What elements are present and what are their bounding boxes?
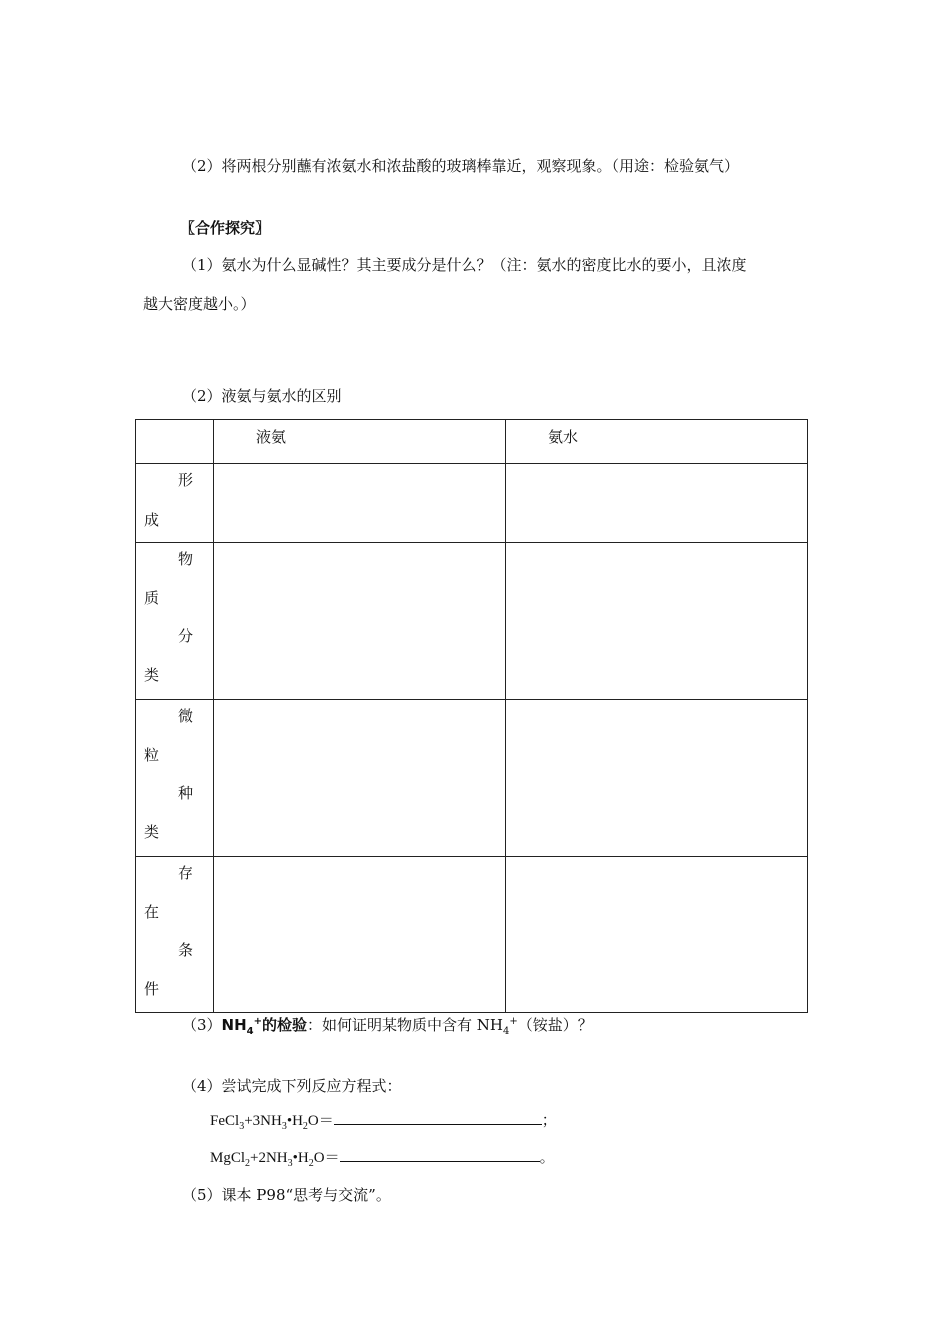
q3-sub: 4 (246, 1026, 254, 1037)
q3-question-end: （铵盐）？ (517, 1016, 593, 1034)
equation-fecl3 (210, 1110, 557, 1137)
cell-liquid-ammonia-particles (214, 700, 506, 857)
row-label-char: 物 (178, 550, 194, 568)
row-label-char: 在 (144, 903, 160, 921)
q3-sup: + (253, 1016, 263, 1027)
row-label-char: 类 (144, 666, 160, 684)
comparison-table (135, 419, 808, 1013)
header-empty-cell (136, 420, 214, 464)
row-label-char: 质 (144, 589, 160, 607)
q3-nh: NH (221, 1016, 247, 1034)
equation-mgcl2 (210, 1147, 555, 1174)
eq2-answer-blank[interactable] (340, 1147, 540, 1162)
cell-ammonia-water-formation (506, 464, 808, 543)
eq1-c-sub: 2 (302, 1121, 308, 1132)
row-label-char: 类 (144, 823, 160, 841)
eq1-b: +3NH (244, 1113, 282, 1129)
eq2-a: MgCl (210, 1150, 246, 1166)
eq1-end: ； (541, 1113, 557, 1129)
cell-ammonia-water-conditions (506, 857, 808, 1013)
table-row (136, 700, 808, 857)
row-label-formation (136, 464, 214, 543)
q3-prefix: （3） (182, 1016, 222, 1034)
header-liquid-ammonia: 液氨 (214, 420, 506, 464)
coop-heading: 〖合作探究〗 (180, 219, 271, 237)
row-label-particles (136, 700, 214, 857)
question-1-line-2: 越大密度越小。） (143, 295, 256, 313)
q3-question-sub: 4 (503, 1026, 510, 1037)
eq2-end: 。 (539, 1150, 555, 1166)
eq2-b-sub: 3 (287, 1158, 293, 1169)
eq1-a: FeCl (210, 1113, 240, 1129)
cell-liquid-ammonia-classification (214, 543, 506, 700)
item-2-glass-rods: （2）将两根分别蘸有浓氨水和浓盐酸的玻璃棒靠近，观察现象。（用途：检验氨气） (182, 157, 740, 175)
eq1-a-sub: 3 (239, 1121, 245, 1132)
eq1-b-sub: 3 (281, 1121, 287, 1132)
eq2-a-sub: 2 (245, 1158, 251, 1169)
question-5: （5）课本 P98“思考与交流”。 (182, 1186, 391, 1204)
eq1-d: O＝ (307, 1113, 334, 1129)
table-header-row (136, 420, 808, 464)
eq1-answer-blank[interactable] (334, 1110, 542, 1125)
row-label-char: 微 (178, 707, 194, 725)
table-row (136, 857, 808, 1013)
cell-liquid-ammonia-formation (214, 464, 506, 543)
q3-question: ：如何证明某物质中含有 NH (307, 1016, 504, 1034)
row-label-conditions (136, 857, 214, 1013)
row-label-char: 种 (178, 784, 194, 802)
eq1-c: •H (286, 1113, 303, 1129)
row-label-char: 条 (178, 941, 194, 959)
row-label-char: 分 (178, 627, 194, 645)
question-2-title: （2）液氨与氨水的区别 (182, 387, 342, 405)
table-row (136, 543, 808, 700)
eq2-c-sub: 2 (308, 1158, 314, 1169)
row-label-char: 形 (178, 471, 194, 489)
row-label-char: 存 (178, 864, 194, 882)
row-label-char: 粒 (144, 746, 160, 764)
eq2-c: •H (292, 1150, 309, 1166)
question-4-title: （4）尝试完成下列反应方程式： (182, 1077, 402, 1095)
q3-question-sup: + (509, 1016, 518, 1027)
q3-bold-title (221, 1016, 308, 1037)
cell-liquid-ammonia-conditions (214, 857, 506, 1013)
header-ammonia-water: 氨水 (506, 420, 808, 464)
question-1-line-1: （1）氨水为什么显碱性？其主要成分是什么？（注：氨水的密度比水的要小，且浓度 (182, 256, 747, 274)
row-label-classification (136, 543, 214, 700)
cell-ammonia-water-classification (506, 543, 808, 700)
row-label-char: 成 (144, 511, 160, 529)
row-label-char: 件 (144, 980, 160, 998)
eq2-d: O＝ (313, 1150, 340, 1166)
eq2-b: +2NH (250, 1150, 288, 1166)
q3-title-rest: 的检验 (262, 1016, 308, 1034)
question-3 (182, 1012, 593, 1042)
cell-ammonia-water-particles (506, 700, 808, 857)
table-row (136, 464, 808, 543)
